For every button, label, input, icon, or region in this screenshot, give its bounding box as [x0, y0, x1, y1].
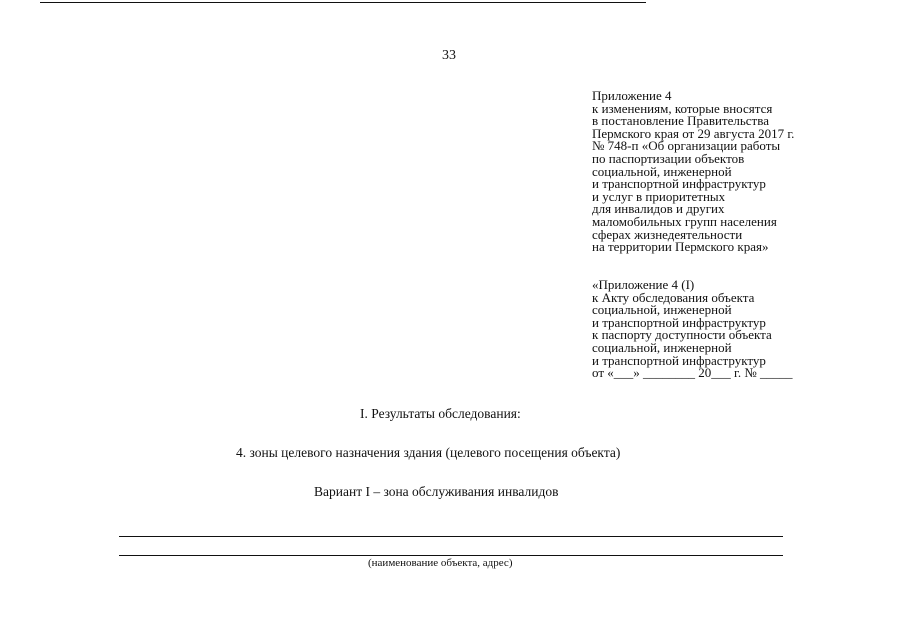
appendix-main-line: к изменениям, которые вносятся: [592, 100, 773, 116]
appendix-main-line: № 748-п «Об организации работы: [592, 138, 781, 154]
variant-heading-text: Вариант I – зона обслуживания инвалидов: [314, 484, 559, 499]
appendix-main-line: и транспортной инфраструктур: [592, 176, 766, 192]
appendix-main-block: [592, 90, 794, 254]
appendix-main-line: Приложение 4: [592, 88, 672, 103]
appendix-act-line: «Приложение 4 (I): [592, 277, 695, 292]
object-fill-line: [119, 555, 783, 556]
appendix-act-line: социальной, инженерной: [592, 302, 732, 318]
appendix-act-line: и транспортной инфраструктур: [592, 314, 766, 330]
appendix-act-line: от «___» ________ 20___ г. № _____: [592, 365, 793, 381]
appendix-main-line: социальной, инженерной: [592, 163, 732, 179]
appendix-main-line: маломобильных групп населения: [592, 213, 777, 229]
appendix-act-line: и транспортной инфраструктур: [592, 352, 766, 368]
appendix-main-line: в постановление Правительства: [592, 113, 769, 129]
appendix-main-line: сферах жизнедеятельности: [592, 226, 743, 242]
appendix-act-line: к Акту обследования объекта: [592, 289, 755, 305]
appendix-act-block: [592, 279, 793, 380]
appendix-main-line: для инвалидов и других: [592, 201, 725, 217]
object-caption: (наименование объекта, адрес): [368, 557, 513, 569]
appendix-act-line: к паспорту доступности объекта: [592, 327, 772, 343]
zones-heading-text: 4. зоны целевого назначения здания (целевого посещения объекта): [236, 445, 621, 460]
appendix-main-line: на территории Пермского края»: [592, 239, 769, 255]
appendix-act-line: социальной, инженерной: [592, 339, 732, 355]
top-rule: [40, 2, 646, 3]
page-number-text: 33: [442, 48, 456, 63]
appendix-main-line: по паспортизации объектов: [592, 150, 745, 166]
results-heading-text: I. Результаты обследования:: [360, 406, 521, 421]
object-fill-line: [119, 536, 783, 537]
appendix-main-line: и услуг в приоритетных: [592, 188, 726, 204]
appendix-main-line: Пермского края от 29 августа 2017 г.: [592, 125, 795, 141]
